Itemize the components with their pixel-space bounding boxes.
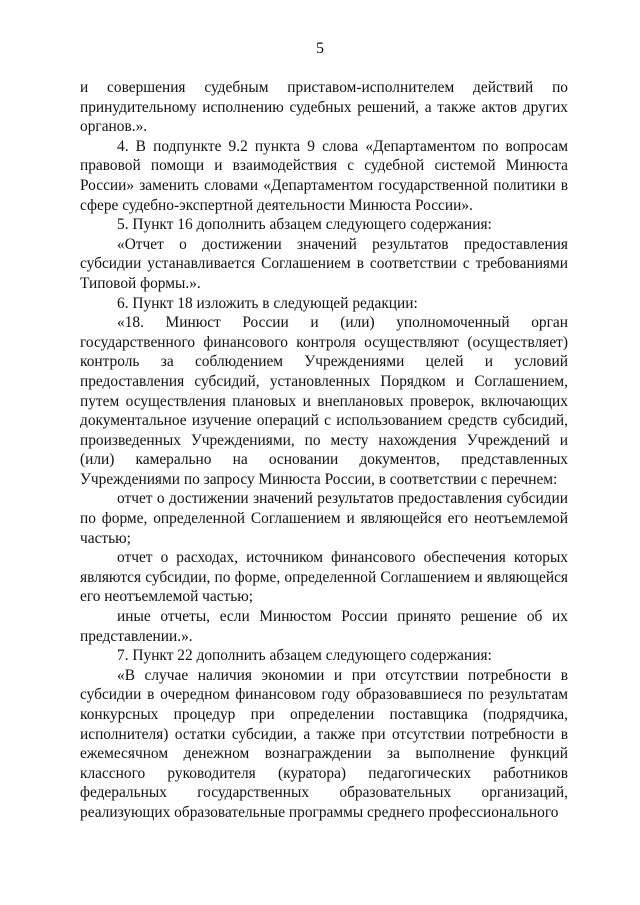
document-body bbox=[80, 78, 568, 823]
paragraph-continuation: и совершения судебным приставом-исполнителем действий по принудительному исполнению судебных решений, а также актов других органов.». bbox=[80, 79, 568, 136]
paragraph-quote-report: «Отчет о достижении значений результатов предоставления субсидии устанавливается Соглашением в соответствии с требованиями Типовой формы.». bbox=[80, 235, 568, 292]
page-number: 5 bbox=[316, 40, 324, 57]
paragraph-item-7: 7. Пункт 22 дополнить абзацем следующего содержания: bbox=[117, 647, 492, 665]
paragraph-quote-18: «18. Минюст России и (или) уполномоченный орган государственного финансового контроля осуществляют (осуществляет) контроль за соблюдением Учреждениями целей и условий предоставления субсидий, установленных Порядком и Соглашением, путем осуществления плановых и внеплановых проверок, включающих документальное изучение операций с использованием средств субсидий, произведенных Учреждениями, по месту нахождения Учреждений и (или) камерально на основании документов, представленных Учреждениями по запросу Минюста России, в соответствии с перечнем: bbox=[80, 314, 568, 488]
paragraph-item-5: 5. Пункт 16 дополнить абзацем следующего содержания: bbox=[117, 216, 492, 234]
list-item-report-results: отчет о достижении значений результатов предоставления субсидии по форме, определенной Соглашением и являющейся его неотъемлемой частью; bbox=[80, 490, 568, 547]
list-item-other-reports: иные отчеты, если Минюстом России принято решение об их представлении.». bbox=[80, 608, 568, 645]
paragraph-item-4: 4. В подпункте 9.2 пункта 9 слова «Департаментом по вопросам правовой помощи и взаимодействия с судебной системой Минюста России» заменить словами «Департаментом государственной политики в сфере судебно-экспертной деятельности Минюста России». bbox=[80, 137, 568, 214]
paragraph-quote-savings: «В случае наличия экономии и при отсутствии потребности в субсидии в очередном финансовом году образовавшиеся по результатам конкурсных процедур при определении поставщика (подрядчика, исполнителя) остатки субсидии, а также при отсутствии потребности в ежемесячном денежном вознаграждении за выполнение функций классного руководителя (куратора) педагогических работников федеральных государственных образовательных организаций, реализующих образовательные программы среднего профессионального bbox=[80, 666, 568, 821]
list-item-report-expenses: отчет о расходах, источником финансового обеспечения которых являются субсидии, по форме, определенной Соглашением и являющейся его неотъемлемой частью; bbox=[80, 549, 568, 606]
paragraph-item-6: 6. Пункт 18 изложить в следующей редакции: bbox=[117, 294, 418, 312]
